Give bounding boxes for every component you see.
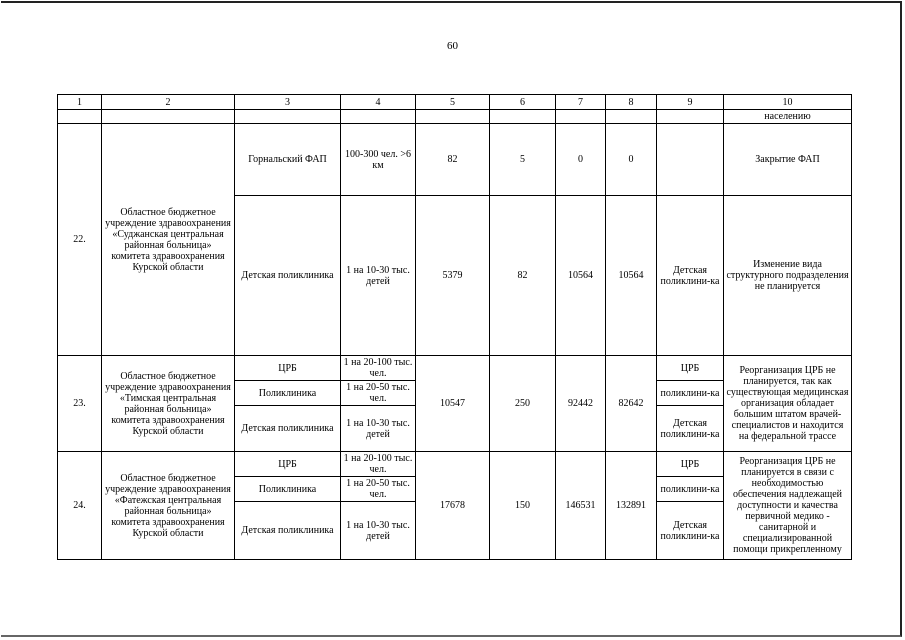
table-cell: Детская поликлини-ка	[657, 406, 724, 452]
table-cell: 17678	[416, 452, 490, 560]
table-cell: 82	[416, 124, 490, 196]
unit-norm: 1 на 20-100 тыс. чел.	[341, 356, 416, 381]
unit-name: Поликлиника	[235, 381, 341, 406]
unit-name: Детская поликлиника	[235, 196, 341, 356]
table-cell: 92442	[556, 356, 606, 452]
table-cell: 132891	[606, 452, 657, 560]
table-cell: 5379	[416, 196, 490, 356]
header-cell: 7	[556, 95, 606, 110]
table-cell	[490, 110, 556, 124]
unit-name: Горнальский ФАП	[235, 124, 341, 196]
header-cell: 4	[341, 95, 416, 110]
table-cell	[556, 110, 606, 124]
decision-cell: Реорганизация ЦРБ не планируется, так как существующая медицинская организация обладает большим штатом врачей-специалистов и находится на федеральной трассе	[724, 356, 852, 452]
table-cell	[341, 110, 416, 124]
unit-name: Детская поликлиника	[235, 502, 341, 560]
header-cell: 2	[102, 95, 235, 110]
table-cell	[102, 110, 235, 124]
table-cell: 10564	[556, 196, 606, 356]
table-cell: 82	[490, 196, 556, 356]
unit-norm: 100-300 чел. >6 км	[341, 124, 416, 196]
unit-name: Детская поликлиника	[235, 406, 341, 452]
decision-cell: Закрытие ФАП	[724, 124, 852, 196]
decision-cell: Реорганизация ЦРБ не планируется в связи с необходимостью обеспечения надлежащей доступности и качества первичной медико - санитарной и специализированной помощи прикрепленному	[724, 452, 852, 560]
table-cell: 0	[556, 124, 606, 196]
unit-norm: 1 на 20-50 тыс. чел.	[341, 381, 416, 406]
unit-norm: 1 на 10-30 тыс. детей	[341, 502, 416, 560]
table-cell: Детская поликлини-ка	[657, 502, 724, 560]
organization-name: Областное бюджетное учреждение здравоохранения «Фатежская центральная районная больница» комитета здравоохранения Курской области	[102, 452, 235, 560]
header-cell: 1	[58, 95, 102, 110]
unit-name: ЦРБ	[235, 452, 341, 477]
page-number: 60	[447, 40, 458, 52]
unit-norm: 1 на 10-30 тыс. детей	[341, 406, 416, 452]
table-cell: 5	[490, 124, 556, 196]
table-cell: поликлини-ка	[657, 381, 724, 406]
header-cell: 5	[416, 95, 490, 110]
table-cell: 82642	[606, 356, 657, 452]
unit-name: Поликлиника	[235, 477, 341, 502]
table-row	[58, 452, 852, 477]
decision-cell: Изменение вида структурного подразделения не планируется	[724, 196, 852, 356]
organization-name: Областное бюджетное учреждение здравоохранения «Суджанская центральная районная больница» комитета здравоохранения Курской области	[102, 124, 235, 356]
table-cell	[235, 110, 341, 124]
header-cell: 9	[657, 95, 724, 110]
table-cell: 146531	[556, 452, 606, 560]
table-cell	[657, 124, 724, 196]
header-cell: 6	[490, 95, 556, 110]
row-number: 22.	[58, 124, 102, 356]
table-cell: 250	[490, 356, 556, 452]
unit-norm: 1 на 10-30 тыс. детей	[341, 196, 416, 356]
table-cell: ЦРБ	[657, 452, 724, 477]
row-number: 24.	[58, 452, 102, 560]
data-table	[57, 94, 852, 560]
table-cell: 10547	[416, 356, 490, 452]
continuation-note: населению	[724, 110, 852, 124]
unit-norm: 1 на 20-100 тыс. чел.	[341, 452, 416, 477]
row-number: 23.	[58, 356, 102, 452]
table-cell	[416, 110, 490, 124]
table-header-row	[58, 95, 852, 110]
header-cell: 3	[235, 95, 341, 110]
table-cell: 10564	[606, 196, 657, 356]
table-cell: поликлини-ка	[657, 477, 724, 502]
unit-name: ЦРБ	[235, 356, 341, 381]
table-cell: 0	[606, 124, 657, 196]
continuation-row	[58, 110, 852, 124]
table-cell: Детская поликлини-ка	[657, 196, 724, 356]
table-cell: 150	[490, 452, 556, 560]
table-row	[58, 124, 852, 196]
table-cell: ЦРБ	[657, 356, 724, 381]
unit-norm: 1 на 20-50 тыс. чел.	[341, 477, 416, 502]
table-cell	[657, 110, 724, 124]
table-row	[58, 356, 852, 381]
table-cell	[606, 110, 657, 124]
table-cell	[58, 110, 102, 124]
organization-name: Областное бюджетное учреждение здравоохранения «Тимская центральная районная больница» комитета здравоохранения Курской области	[102, 356, 235, 452]
header-cell: 10	[724, 95, 852, 110]
header-cell: 8	[606, 95, 657, 110]
